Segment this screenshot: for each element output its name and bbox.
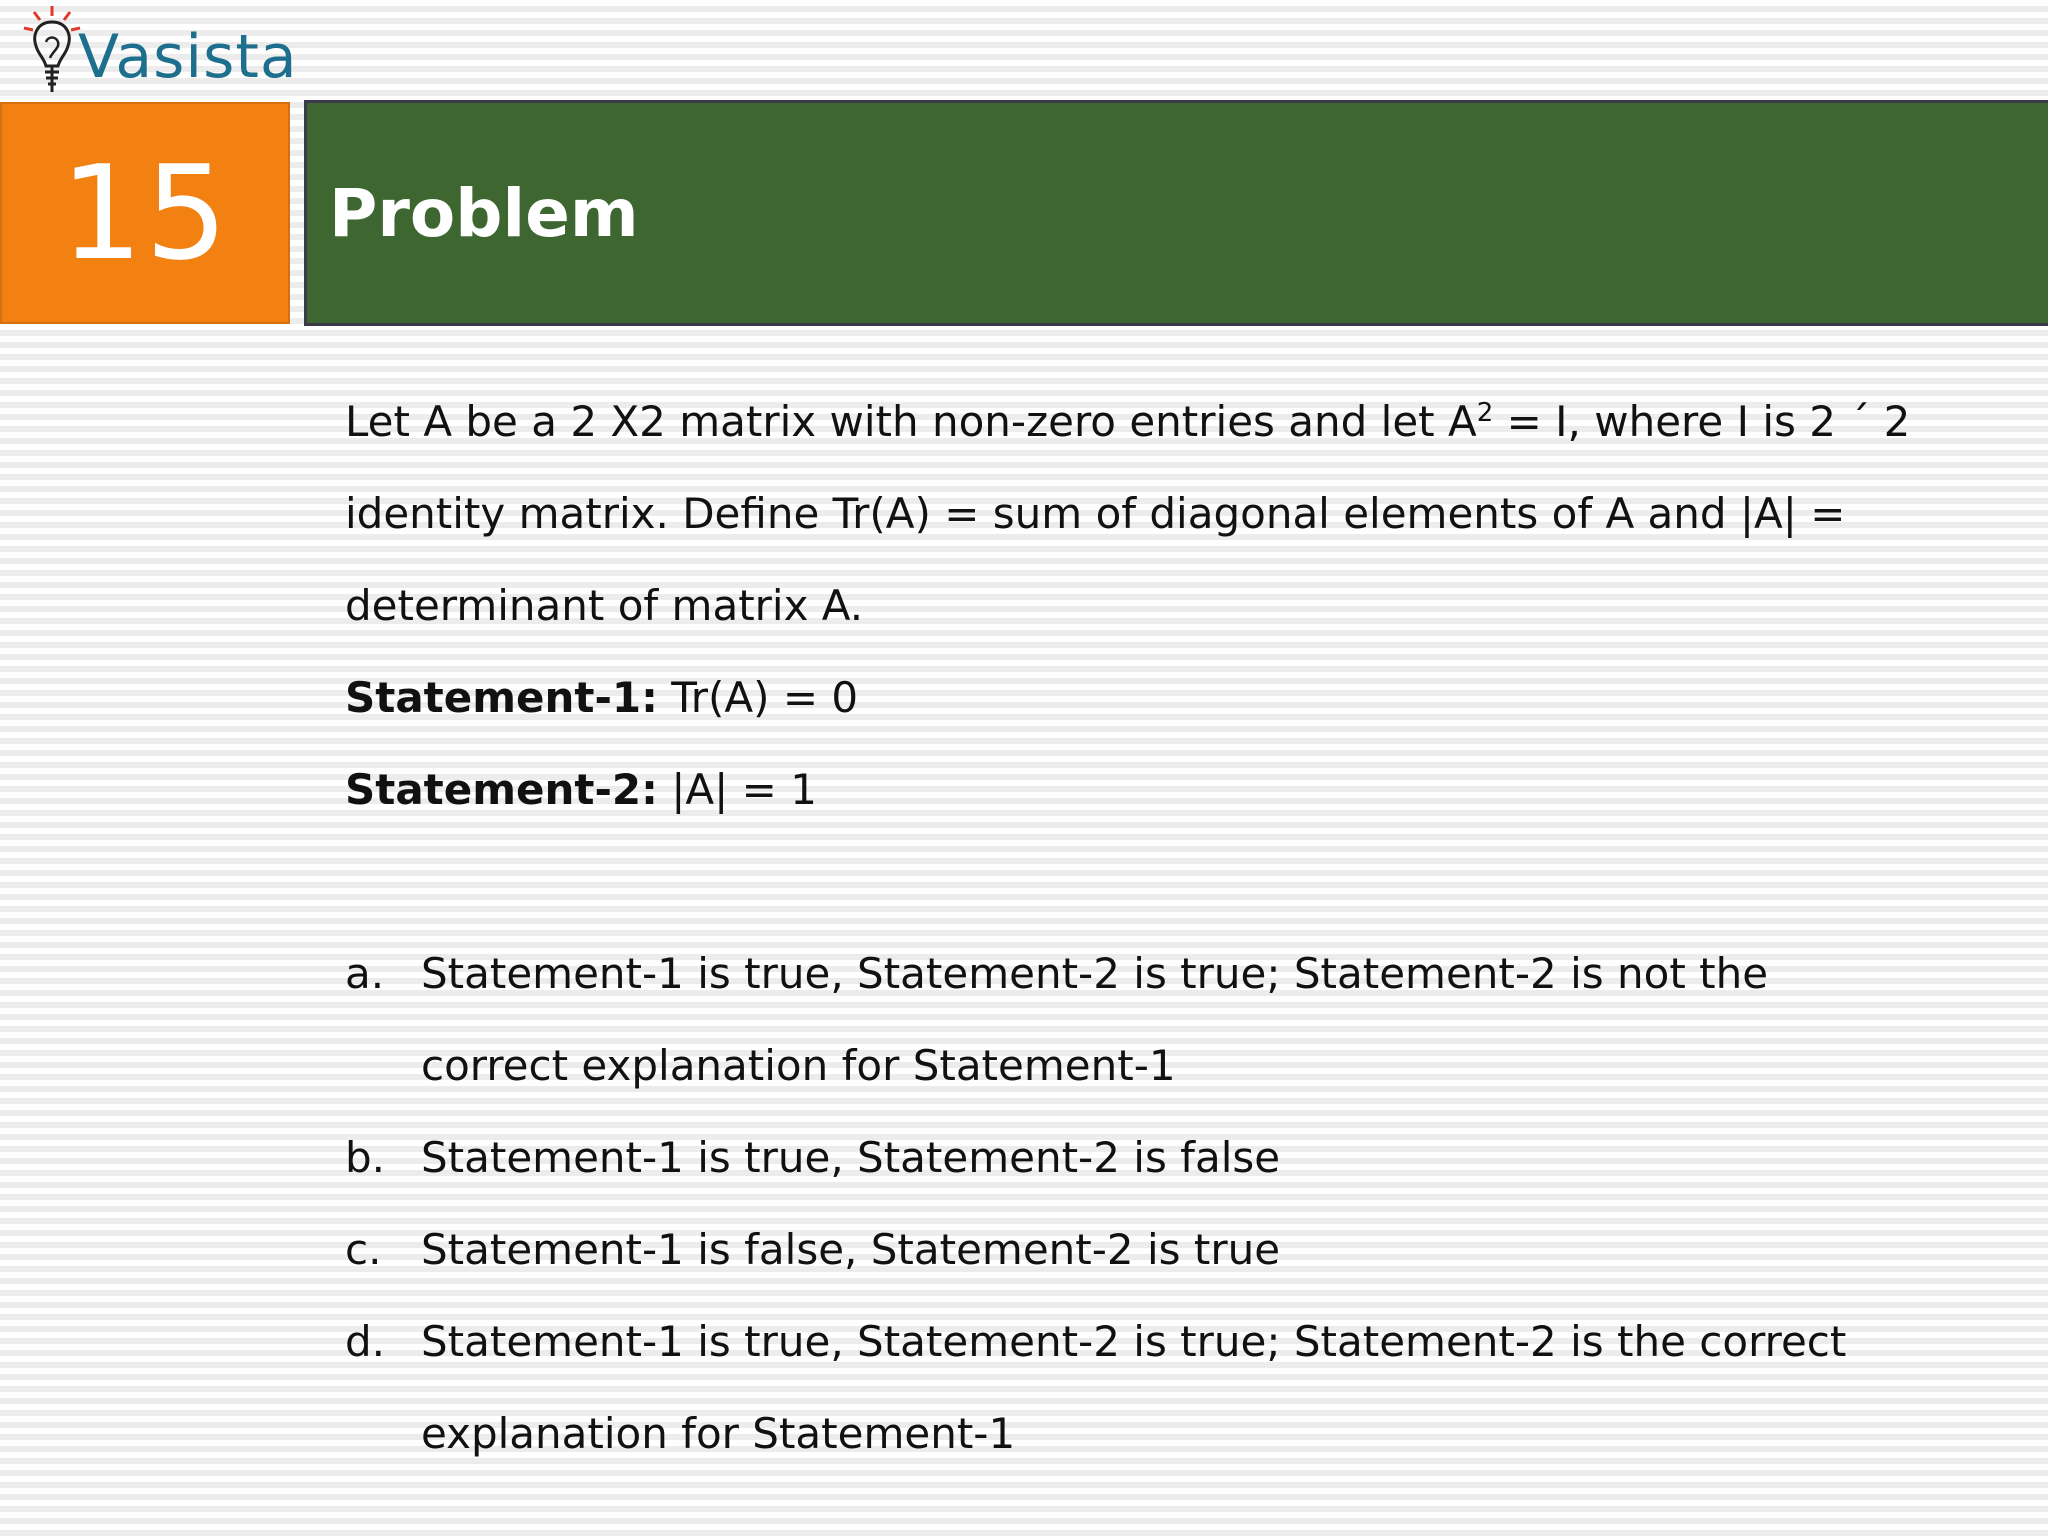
option-c-line-1: Statement-1 is false, Statement-2 is true bbox=[421, 1225, 1281, 1274]
problem-content bbox=[345, 376, 1911, 1480]
option-b-line-1: Statement-1 is true, Statement-2 is false bbox=[421, 1133, 1281, 1182]
spacer bbox=[345, 836, 1905, 928]
option-c[interactable] bbox=[345, 1204, 1905, 1296]
problem-line-2: identity matrix. Define Tr(A) = sum of diagonal elements of A and |A| = bbox=[345, 489, 1846, 538]
option-b-letter: b. bbox=[345, 1133, 386, 1182]
option-a-line-2: correct explanation for Statement-1 bbox=[421, 1041, 1176, 1090]
option-c-letter: c. bbox=[345, 1225, 382, 1274]
statement-2-text: |A| = 1 bbox=[657, 765, 817, 814]
logo-text: Vasista bbox=[78, 22, 298, 92]
option-b[interactable] bbox=[345, 1112, 1905, 1204]
problem-line-1-tail: = I, where I is 2 ´ 2 bbox=[1493, 397, 1911, 446]
statement-1 bbox=[345, 652, 1905, 744]
statement-2 bbox=[345, 744, 1905, 836]
option-a[interactable] bbox=[345, 928, 1905, 1112]
slide-title: Problem bbox=[329, 174, 639, 252]
slide-number: 15 bbox=[60, 137, 230, 289]
vasista-logo bbox=[18, 2, 298, 98]
superscript-exponent: 2 bbox=[1476, 398, 1494, 428]
statement-1-label: Statement-1: bbox=[345, 673, 658, 722]
option-d[interactable] bbox=[345, 1296, 1905, 1480]
title-bar bbox=[304, 100, 2048, 326]
option-a-letter: a. bbox=[345, 949, 385, 998]
statement-2-label: Statement-2: bbox=[345, 765, 658, 814]
option-d-line-1: Statement-1 is true, Statement-2 is true; Statement-2 is the correct bbox=[421, 1317, 1847, 1366]
option-a-line-1: Statement-1 is true, Statement-2 is true; Statement-2 is not the bbox=[421, 949, 1769, 998]
slide-number-box bbox=[0, 102, 290, 324]
problem-line-1 bbox=[345, 376, 1911, 468]
option-d-line-2: explanation for Statement-1 bbox=[421, 1409, 1016, 1458]
option-d-letter: d. bbox=[345, 1317, 386, 1366]
problem-line-3: determinant of matrix A. bbox=[345, 581, 864, 630]
problem-line-1-text: Let A be a 2 X2 matrix with non-zero entries and let A bbox=[345, 397, 1477, 446]
statement-1-text: Tr(A) = 0 bbox=[657, 673, 859, 722]
